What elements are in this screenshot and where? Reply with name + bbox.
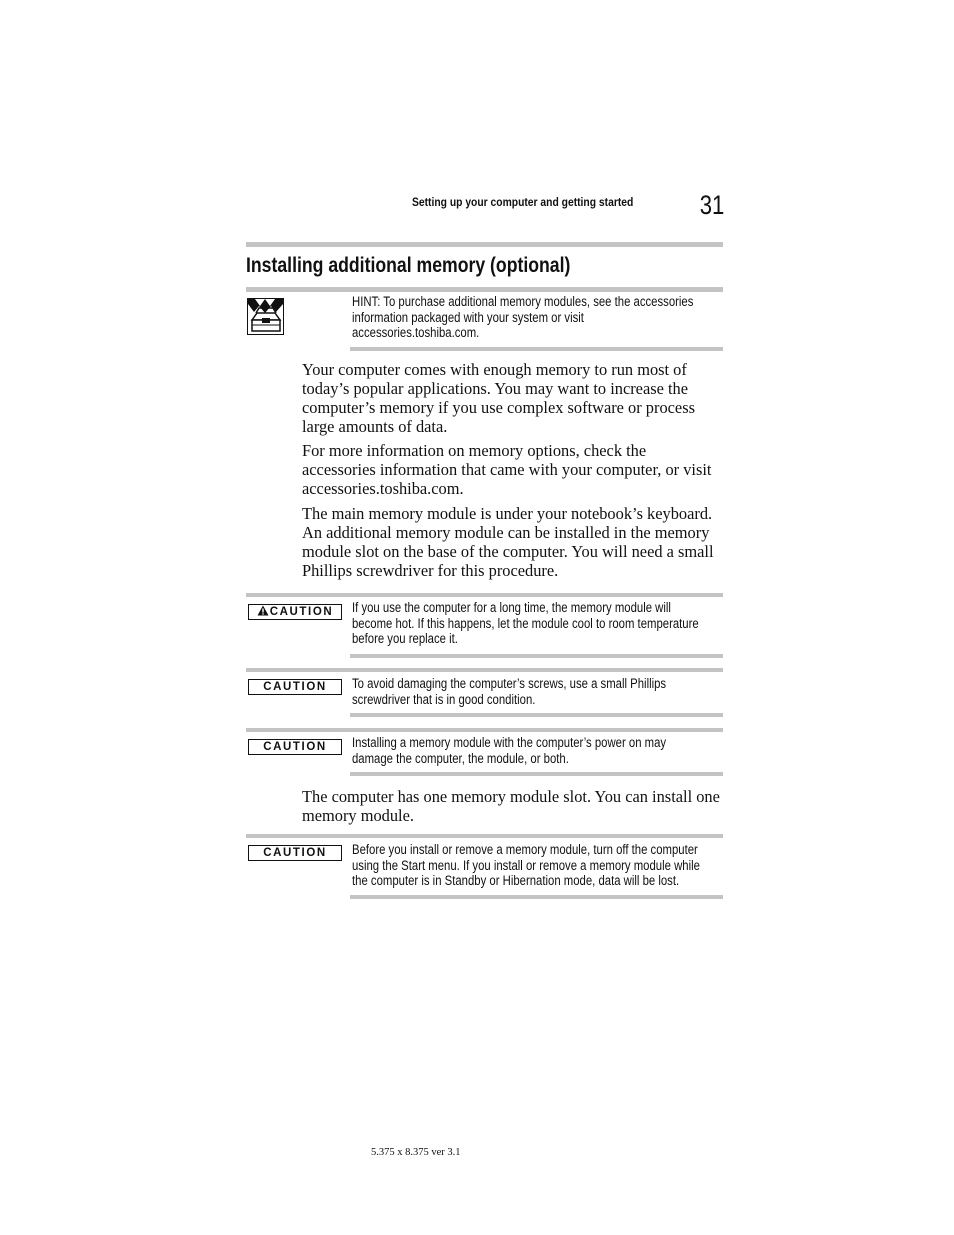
caution-label — [248, 845, 342, 861]
caution-label-text: CAUTION — [263, 681, 327, 693]
caution-top-rule — [246, 728, 723, 732]
running-head: Setting up your computer and getting started — [412, 195, 634, 209]
body-paragraph: For more information on memory options, check the accessories information that came with your computer, or visit accessories.toshiba.com. — [302, 441, 712, 498]
caution-text — [352, 842, 700, 889]
caution-label — [248, 679, 342, 695]
caution-line: before you replace it. — [352, 631, 458, 646]
caution-label-text: CAUTION — [263, 847, 327, 859]
caution-label-text: CAUTION — [269, 606, 334, 618]
caution-line: damage the computer, the module, or both. — [352, 750, 569, 766]
caution-line: screwdriver that is in good condition. — [352, 691, 536, 707]
caution-line: using the Start menu. If you install or remove a memory module while — [352, 857, 700, 873]
caution-line: If you use the computer for a long time, the memory module will — [352, 600, 671, 615]
section-title: Installing additional memory (optional) — [246, 254, 571, 277]
caution-label — [248, 739, 342, 755]
caution-label — [248, 604, 342, 620]
hint-line: information packaged with your system or visit — [352, 309, 584, 325]
hint-bottom-rule — [350, 347, 723, 351]
page-number: 31 — [699, 190, 725, 220]
caution-bottom-rule — [350, 713, 723, 717]
caution-label-text: CAUTION — [263, 741, 327, 753]
caution-top-rule — [246, 593, 723, 597]
body-paragraph: Your computer comes with enough memory to run most of today’s popular applications. You may want to increase the computer’s memory if you use complex software or process large amounts of data. — [302, 360, 695, 436]
caution-text — [352, 676, 666, 707]
section-top-rule — [246, 242, 723, 247]
caution-bottom-rule — [350, 654, 723, 658]
hint-line: accessories.toshiba.com. — [352, 325, 480, 340]
caution-line: the computer is in Standby or Hibernation mode, data will be lost. — [352, 873, 680, 888]
caution-text — [352, 735, 666, 766]
body-paragraph: The main memory module is under your notebook’s keyboard. An additional memory module can be installed in the memory module slot on the base of the computer. You will need a small Phillips screwdriver for this procedure. — [302, 504, 714, 580]
section-bottom-rule — [246, 287, 723, 292]
caution-line: Before you install or remove a memory module, turn off the computer — [352, 842, 698, 857]
toolbox-hint-icon — [247, 298, 284, 335]
caution-line: Installing a memory module with the computer’s power on may — [352, 735, 667, 750]
caution-line: To avoid damaging the computer’s screws, use a small Phillips — [352, 676, 667, 691]
caution-top-rule — [246, 668, 723, 672]
hint-text — [352, 294, 693, 341]
caution-line: become hot. If this happens, let the module cool to room temperature — [352, 615, 699, 631]
caution-bottom-rule — [350, 772, 723, 776]
footer-version: 5.375 x 8.375 ver 3.1 — [371, 1147, 461, 1158]
warning-triangle-icon — [257, 605, 269, 616]
hint-line: HINT: To purchase additional memory modules, see the accessories — [352, 294, 694, 309]
caution-top-rule — [246, 834, 723, 838]
body-paragraph: The computer has one memory module slot. You can install one memory module. — [302, 787, 720, 825]
caution-text — [352, 600, 699, 647]
caution-bottom-rule — [350, 895, 723, 899]
